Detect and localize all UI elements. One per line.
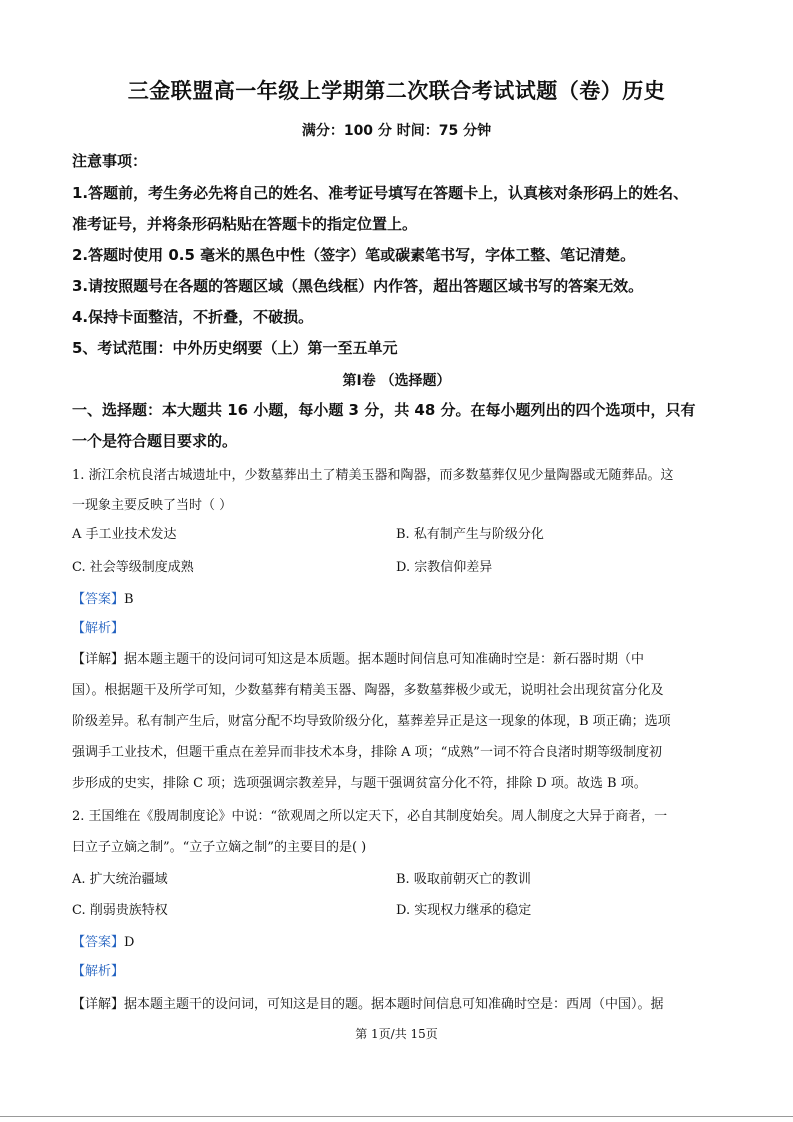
detail-line: 步形成的史实，排除 C 项；选项强调宗教差异，与题干强调贫富分化不符，排除 D 项。故选 B 项。 — [72, 776, 647, 791]
answer-value: B — [124, 592, 134, 607]
note-item: 4.保持卡面整洁，不折叠，不破损。 — [72, 308, 314, 326]
option-a: A 手工业技术发达 — [72, 527, 177, 542]
exam-subtitle: 满分：100 分 时间：75 分钟 — [301, 123, 492, 139]
part-heading: 第Ⅰ卷 （选择题） — [342, 373, 451, 389]
question-stem: 1. 浙江余杭良渚古城遗址中，少数墓葬出土了精美玉器和陶器，而多数墓葬仅见少量陶器或无随葬品。这 — [72, 468, 674, 483]
option-c: C. 削弱贵族特权 — [72, 903, 168, 918]
option-b: B. 吸取前朝灭亡的教训 — [396, 872, 531, 887]
exam-title: 三金联盟高一年级上学期第二次联合考试试题（卷）历史 — [127, 79, 666, 103]
option-b: B. 私有制产生与阶级分化 — [396, 527, 544, 542]
detail-line: 国）。根据题干及所学可知，少数墓葬有精美玉器、陶器，多数墓葬极少或无，说明社会出现贫富分化及 — [72, 683, 664, 698]
question-stem: 一现象主要反映了当时（ ） — [72, 498, 233, 513]
note-item: 5、考试范围：中外历史纲要（上）第一至五单元 — [72, 339, 398, 357]
question-stem: 曰立子立嫡之制”。“立子立嫡之制”的主要目的是( ) — [72, 840, 367, 855]
question-stem: 2. 王国维在《殷周制度论》中说：“欲观周之所以定天下，必自其制度始矣。周人制度之大异于商者，一 — [72, 809, 668, 824]
detail-line: 【详解】据本题主题干的设问词，可知这是目的题。据本题时间信息可知准确时空是：西周（中国）。据 — [72, 997, 664, 1012]
answer-line — [72, 588, 134, 607]
note-item: 2.答题时使用 0.5 毫米的黑色中性（签字）笔或碳素笔书写，字体工整、笔记清楚。 — [72, 246, 636, 264]
detail-line: 【详解】据本题主题干的设问词可知这是本质题。据本题时间信息可知准确时空是：新石器时期（中 — [72, 652, 645, 667]
notes-heading: 注意事项： — [72, 152, 148, 170]
detail-line: 强调手工业技术，但题干重点在差异而非技术本身，排除 A 项；“成熟”一词不符合良渚时期等级制度初 — [72, 745, 662, 760]
answer-value: D — [124, 935, 135, 950]
note-item: 准考证号，并将条形码粘贴在答题卡的指定位置上。 — [72, 215, 418, 233]
answer-line — [72, 931, 134, 950]
answer-label: 【答案】 — [72, 935, 125, 950]
analysis-label: 【解析】 — [72, 621, 125, 636]
note-item: 1.答题前，考生务必先将自己的姓名、准考证号填写在答题卡上，认真核对条形码上的姓名、 — [72, 184, 689, 202]
page-number: 第 1页/共 15页 — [355, 1027, 438, 1041]
note-item: 3.请按照题号在各题的答题区域（黑色线框）内作答，超出答题区域书写的答案无效。 — [72, 277, 644, 295]
section-instruction: 一个是符合题目要求的。 — [72, 432, 238, 450]
option-d: D. 宗教信仰差异 — [396, 560, 493, 575]
analysis-label: 【解析】 — [72, 964, 125, 979]
option-d: D. 实现权力继承的稳定 — [396, 903, 532, 918]
bottom-divider — [0, 1116, 793, 1117]
option-a: A. 扩大统治疆域 — [72, 872, 168, 887]
answer-label: 【答案】 — [72, 592, 125, 607]
detail-line: 阶级差异。私有制产生后，财富分配不均导致阶级分化，墓葬差异正是这一现象的体现，B 项正确；选项 — [72, 714, 671, 729]
section-instruction: 一、选择题：本大题共 16 小题，每小题 3 分，共 48 分。在每小题列出的四个选项中，只有 — [72, 401, 696, 419]
option-c: C. 社会等级制度成熟 — [72, 560, 194, 575]
